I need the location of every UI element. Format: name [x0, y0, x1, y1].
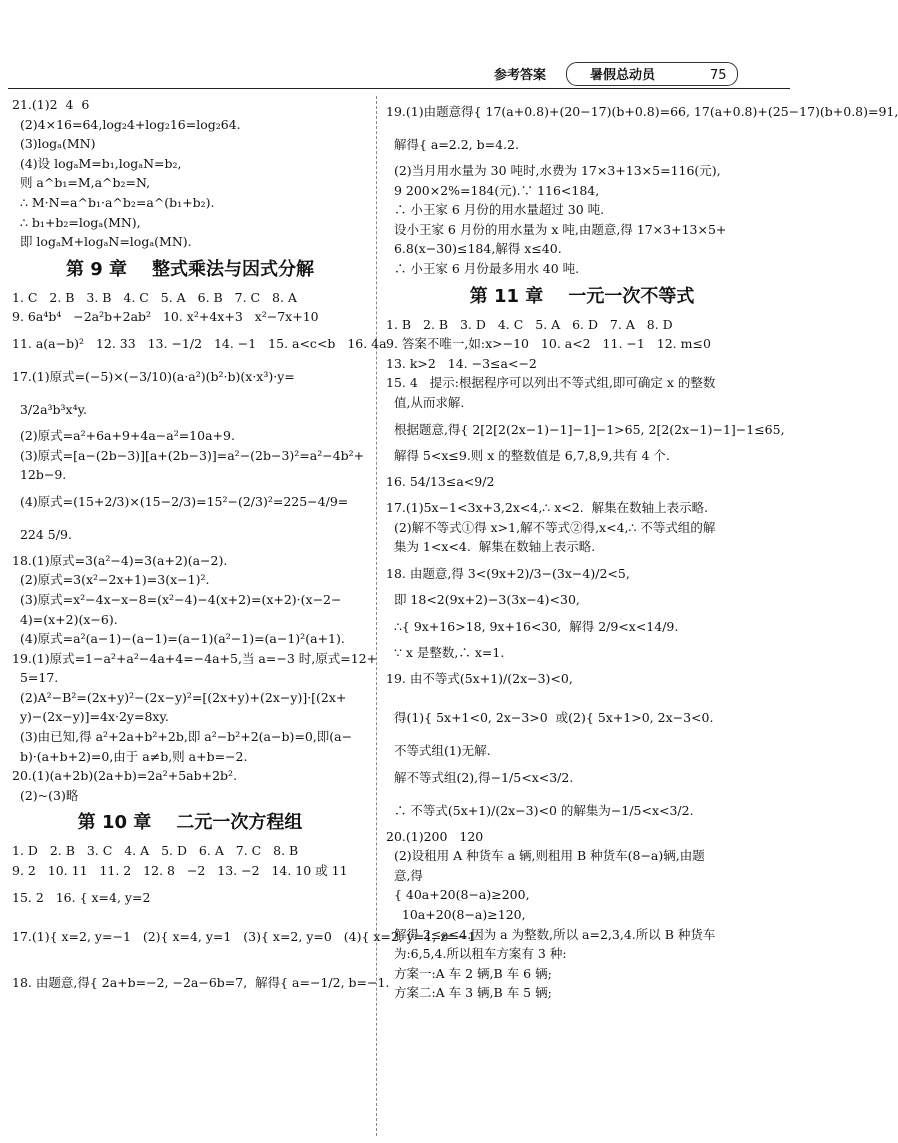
answer-line: (4)原式=a²(a−1)−(a−1)=(a−1)(a²−1)=(a−1)²(a+1).: [12, 631, 345, 647]
answer-line: 为:6,5,4.所以租车方案有 3 种:: [386, 946, 567, 962]
answer-line: ∵ x 是整数,∴ x=1.: [386, 644, 505, 660]
answer-line: 1. C 2. B 3. B 4. C 5. A 6. B 7. C 8. A: [12, 289, 297, 305]
answer-line: (2)原式=a²+6a+9+4a−a²=10a+9.: [12, 427, 235, 443]
answer-line: 9. 2 10. 11 11. 2 12. 8 −2 13. −2 14. 10 或 11: [12, 863, 348, 879]
answer-line: (2)A²−B²=(2x+y)²−(2x−y)²=[(2x+y)+(2x−y)]·[(2x+: [12, 689, 347, 705]
answer-line: 解得{ a=2.2, b=4.2.: [386, 137, 519, 152]
answer-line: (4)设 logₐM=b₁,logₐN=b₂,: [12, 155, 182, 171]
answer-line: 9 200×2%=184(元).∵ 116<184,: [386, 182, 600, 198]
answer-line: 18. 由题意,得 3<(9x+2)/3−(3x−4)/2<5,: [386, 565, 630, 581]
answer-line: 20.(1)(a+2b)(2a+b)=2a²+5ab+2b².: [12, 768, 238, 784]
answer-line: 6.8(x−30)≤184,解得 x≤40.: [386, 241, 562, 257]
answer-line: 9. 答案不唯一,如:x>−10 10. a<2 11. −1 12. m≤0: [386, 336, 711, 352]
answer-line: 即 logₐM+logₐN=logₐ(MN).: [12, 234, 192, 250]
chapter-heading: 第 10 章 二元一次方程组: [77, 812, 303, 834]
answer-line: 方案二:A 车 3 辆,B 车 5 辆;: [386, 985, 552, 1001]
answer-line: 10a+20(8−a)≥120,: [386, 907, 526, 923]
answer-line: 则 a^b₁=M,a^b₂=N,: [12, 175, 151, 191]
answer-line: 16. 54/13≤a<9/2: [386, 474, 495, 490]
answer-line: 18. 由题意,得{ 2a+b=−2, −2a−6b=7, 解得{ a=−1/2, b=−1.: [12, 974, 390, 990]
answer-line: 21.(1)2 4 6: [12, 97, 90, 112]
header-rule: [8, 88, 790, 89]
answer-line: (3)由已知,得 a²+2a+b²+2b,即 a²−b²+2(a−b)=0,即(a−: [12, 729, 353, 745]
answer-line: ∴ b₁+b₂=logₐ(MN),: [12, 214, 141, 230]
answer-line: 224 5/9.: [12, 526, 72, 542]
answer-line: 18.(1)原式=3(a²−4)=3(a+2)(a−2).: [12, 552, 228, 568]
answer-line: 15. 4 提示:根据程序可以列出不等式组,即可确定 x 的整数: [386, 375, 716, 391]
answer-line: (2)4×16=64,log₂4+log₂16=log₂64.: [12, 116, 241, 132]
answer-line: y)−(2x−y)]=4x·2y=8xy.: [12, 709, 169, 725]
right-column: [386, 95, 898, 1003]
answer-line: 4)=(x+2)(x−6).: [12, 611, 118, 627]
answer-line: 不等式组(1)无解.: [386, 743, 491, 759]
answer-line: 方案一:A 车 2 辆,B 车 6 辆;: [386, 965, 552, 981]
answer-line: { 40a+20(8−a)≥200,: [386, 887, 530, 903]
answer-line: ∴ 小王家 6 月份最多用水 40 吨.: [386, 260, 580, 276]
answer-line: 解得 2≤a≤4.因为 a 为整数,所以 a=2,3,4.所以 B 种货车: [386, 926, 716, 942]
answer-line: 解得 5<x≤9.则 x 的整数值是 6,7,8,9,共有 4 个.: [386, 447, 670, 463]
answer-line: 13. k>2 14. −3≤a<−2: [386, 355, 537, 371]
answer-line: 解不等式组(2),得−1/5<x<3/2.: [386, 769, 574, 785]
answer-line: (3)logₐ(MN): [12, 136, 96, 152]
answer-line: (3)原式=[a−(2b−3)][a+(2b−3)]=a²−(2b−3)²=a²−4b²+: [12, 447, 365, 463]
answer-line: 1. B 2. B 3. D 4. C 5. A 6. D 7. A 8. D: [386, 316, 673, 332]
answer-line: (2)~(3)略: [12, 787, 79, 803]
answer-label: 参考答案: [494, 68, 547, 83]
answer-line: 12b−9.: [12, 467, 67, 483]
answer-line: 5=17.: [12, 670, 59, 686]
book-title: 暑假总动员: [590, 68, 656, 83]
answer-line: 17.(1){ x=2, y=−1 (2){ x=4, y=1 (3){ x=2, y=0 (4){ x=2, y=1, z=−1: [12, 928, 476, 944]
answer-line: 17.(1)5x−1<3x+3,2x<4,∴ x<2. 解集在数轴上表示略.: [386, 500, 709, 516]
answer-line: b)·(a+b+2)=0,由于 a≠b,则 a+b=−2.: [12, 748, 248, 764]
answer-line: 19.(1)原式=1−a²+a²−4a+4=−4a+5,当 a=−3 时,原式=12+: [12, 650, 378, 666]
answer-line: (2)当月用水量为 30 吨时,水费为 17×3+13×5=116(元),: [386, 163, 721, 178]
answer-line: 17.(1)原式=(−5)×(−3/10)(a·a²)(b²·b)(x·x³)·y=: [12, 368, 295, 384]
chapter-heading: 第 9 章 整式乘法与因式分解: [65, 258, 315, 280]
chapter-heading: 第 11 章 一元一次不等式: [469, 285, 695, 307]
answer-line: 得(1){ 5x+1<0, 2x−3>0 或(2){ 5x+1>0, 2x−3<0.: [386, 710, 714, 726]
answer-line: (3)原式=x²−4x−x−8=(x²−4)−4(x+2)=(x+2)·(x−2−: [12, 591, 342, 607]
answer-line: 设小王家 6 月份的用水量为 x 吨,由题意,得 17×3+13×5+: [386, 221, 727, 237]
answer-line: 1. D 2. B 3. C 4. A 5. D 6. A 7. C 8. B: [12, 843, 299, 859]
answer-line: 15. 2 16. { x=4, y=2: [12, 889, 151, 905]
page-number: 75: [710, 68, 727, 83]
page-header: [0, 58, 800, 90]
answer-line: ∴ 不等式(5x+1)/(2x−3)<0 的解集为−1/5<x<3/2.: [386, 802, 694, 818]
answer-line: ∴ 小王家 6 月份的用水量超过 30 吨.: [386, 202, 605, 218]
answer-line: 19.(1)由题意得{ 17(a+0.8)+(20−17)(b+0.8)=66, 17(a+0.8)+(25−17)(b+0.8)=91,: [386, 104, 898, 119]
answer-line: 11. a(a−b)² 12. 33 13. −1/2 14. −1 15. a<c<b 16. 4a: [12, 335, 387, 351]
answer-line: ∴ M·N=a^b₁·a^b₂=a^(b₁+b₂).: [12, 194, 215, 210]
answer-line: 19. 由不等式(5x+1)/(2x−3)<0,: [386, 671, 573, 687]
answer-line: 集为 1<x<4. 解集在数轴上表示略.: [386, 539, 596, 555]
answer-line: (2)设租用 A 种货车 a 辆,则租用 B 种货车(8−a)辆,由题: [386, 848, 705, 864]
answer-line: 意,得: [386, 867, 423, 883]
answer-line: 20.(1)200 120: [386, 828, 484, 844]
answer-line: 即 18<2(9x+2)−3(3x−4)<30,: [386, 591, 580, 607]
answer-line: (2)原式=3(x²−2x+1)=3(x−1)².: [12, 572, 210, 588]
answer-line: 9. 6a⁴b⁴ −2a²b+2ab² 10. x²+4x+3 x²−7x+10: [12, 309, 319, 325]
answer-line: 值,从而求解.: [386, 394, 465, 410]
answer-line: (4)原式=(15+2/3)×(15−2/3)=15²−(2/3)²=225−4/9=: [12, 493, 349, 509]
answer-line: ∴{ 9x+16>18, 9x+16<30, 解得 2/9<x<14/9.: [386, 618, 679, 634]
answer-line: 根据题意,得{ 2[2[2(2x−1)−1]−1]−1>65, 2[2(2x−1)−1]−1≤65,: [386, 421, 785, 437]
answer-line: 3/2a³b³x⁴y.: [12, 401, 87, 417]
answer-line: (2)解不等式①得 x>1,解不等式②得,x<4,∴ 不等式组的解: [386, 519, 716, 535]
